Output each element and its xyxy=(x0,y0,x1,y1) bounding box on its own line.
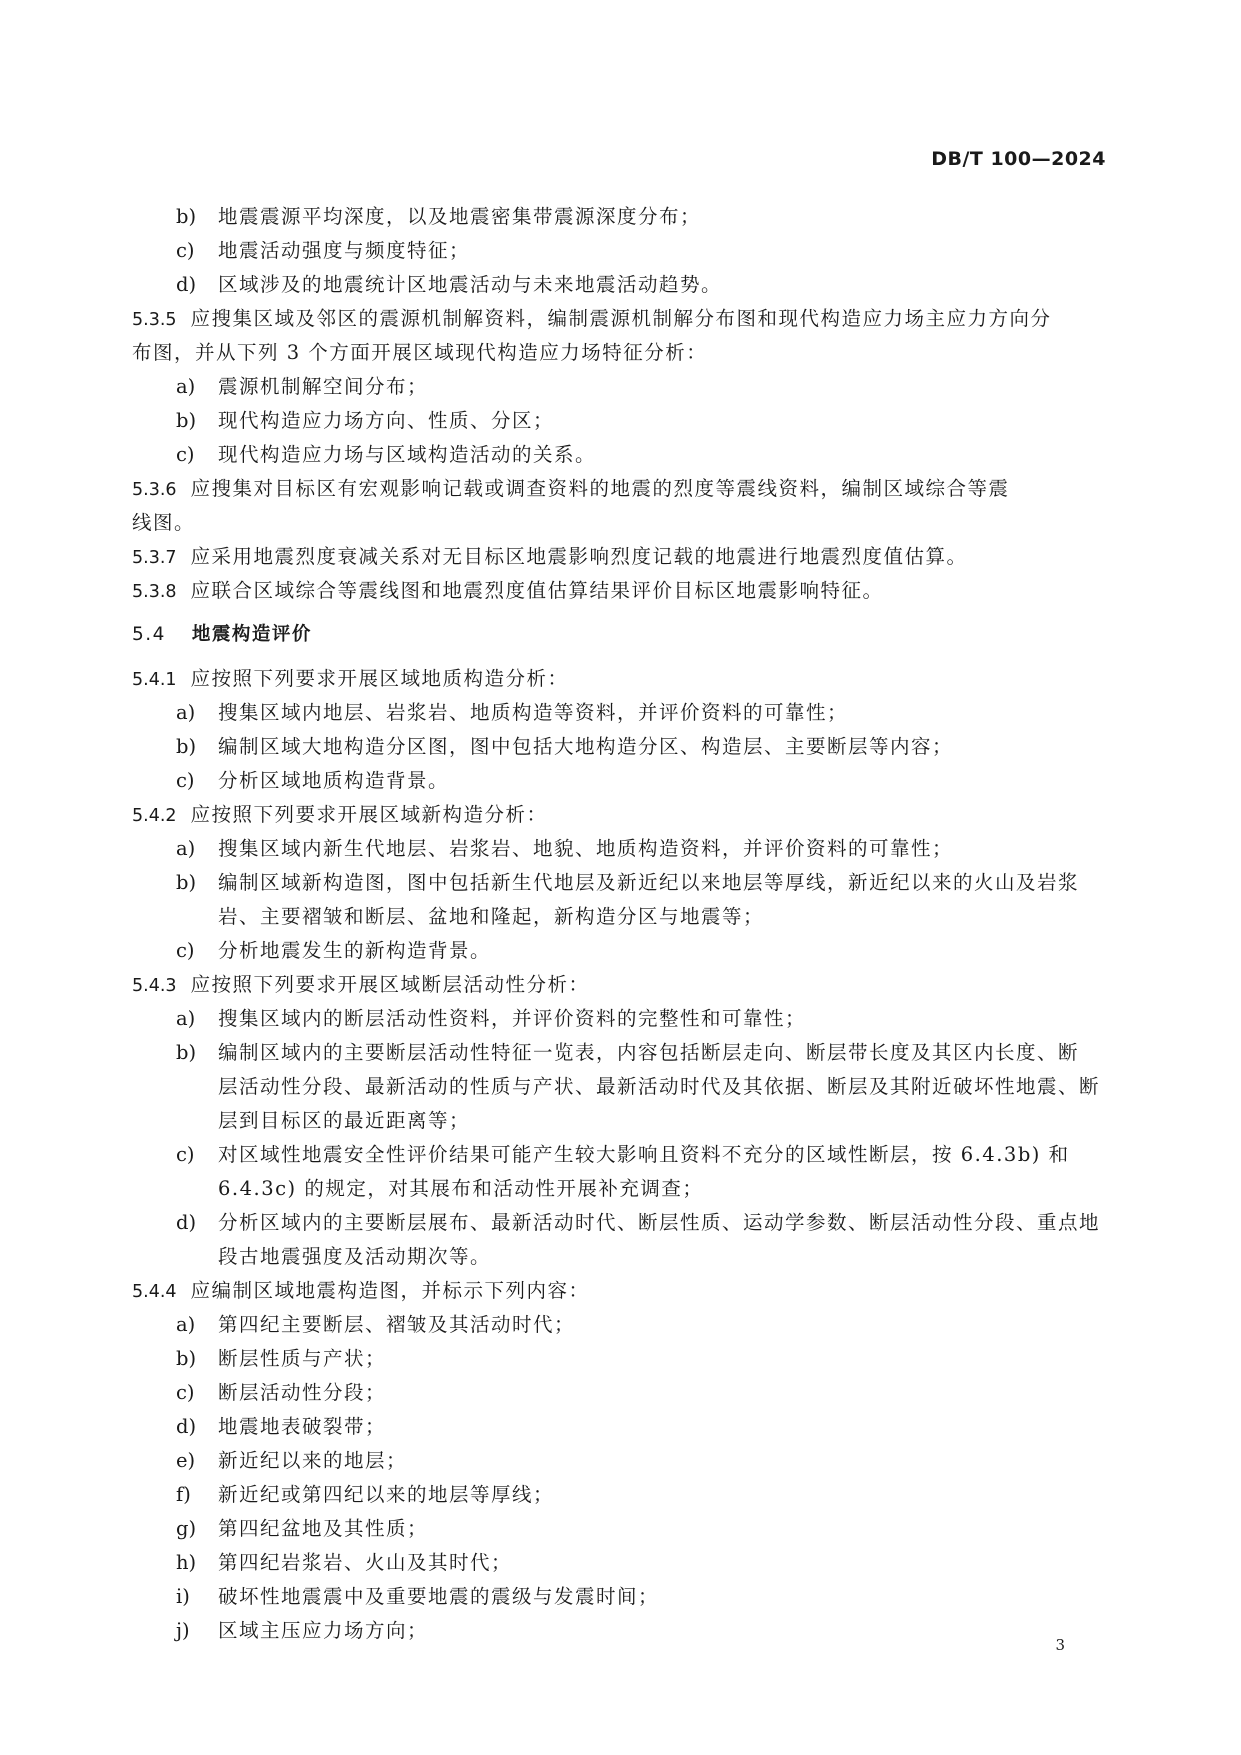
section-number: 5.4 xyxy=(132,624,166,645)
list-item xyxy=(132,764,1102,798)
list-item xyxy=(132,1172,1102,1206)
list-item xyxy=(132,900,1102,934)
list-marker: b) xyxy=(176,205,197,228)
clause-number: 5.3.6 xyxy=(132,480,177,500)
list-marker: d) xyxy=(176,1211,197,1234)
clause-line xyxy=(132,662,1102,696)
list-marker: i) xyxy=(176,1585,190,1608)
list-item xyxy=(132,1444,1102,1478)
list-item-text: 现代构造应力场方向、性质、分区； xyxy=(218,409,555,432)
clause-line xyxy=(132,574,1102,608)
clause-line xyxy=(132,1274,1102,1308)
list-item-text: 现代构造应力场与区域构造活动的关系。 xyxy=(218,443,597,466)
list-marker: c) xyxy=(176,939,195,962)
clause-number: 5.4.3 xyxy=(132,976,177,996)
list-item xyxy=(132,1410,1102,1444)
list-item xyxy=(132,1376,1102,1410)
list-item-text: 分析地震发生的新构造背景。 xyxy=(218,939,492,962)
list-item-text: 编制区域内的主要断层活动性特征一览表，内容包括断层走向、断层带长度及其区内长度、断 xyxy=(218,1041,1080,1064)
list-marker: f) xyxy=(176,1483,191,1506)
clause-text: 应按照下列要求开展区域新构造分析： xyxy=(190,803,548,826)
list-item-text: 对区域性地震安全性评价结果可能产生较大影响且资料不充分的区域性断层，按 6.4.3b) 和 xyxy=(218,1143,1070,1166)
clause-text: 应搜集区域及邻区的震源机制解资料，编制震源机制解分布图和现代构造应力场主应力方向分 xyxy=(190,307,1052,330)
list-marker: j) xyxy=(176,1619,190,1642)
list-marker: a) xyxy=(176,1007,196,1030)
list-item-text: 层到目标区的最近距离等； xyxy=(218,1109,471,1132)
list-marker: e) xyxy=(176,1449,196,1472)
list-item-text: 断层活动性分段； xyxy=(218,1381,387,1404)
list-item xyxy=(132,934,1102,968)
list-item-text: 新近纪以来的地层； xyxy=(218,1449,408,1472)
list-item xyxy=(132,696,1102,730)
list-marker: b) xyxy=(176,409,197,432)
list-item xyxy=(132,200,1102,234)
list-item-text: 编制区域大地构造分区图，图中包括大地构造分区、构造层、主要断层等内容； xyxy=(218,735,954,758)
list-item-text: 岩、主要褶皱和断层、盆地和隆起，新构造分区与地震等； xyxy=(218,905,765,928)
list-marker: c) xyxy=(176,443,195,466)
list-marker: a) xyxy=(176,375,196,398)
list-marker: b) xyxy=(176,735,197,758)
list-item-text: 段古地震强度及活动期次等。 xyxy=(218,1245,492,1268)
clause-number: 5.4.1 xyxy=(132,670,177,690)
page-number: 3 xyxy=(1055,1636,1065,1654)
list-item xyxy=(132,730,1102,764)
list-item xyxy=(132,1138,1102,1172)
list-item-text: 6.4.3c) 的规定，对其展布和活动性开展补充调查； xyxy=(218,1177,704,1200)
list-item xyxy=(132,1512,1102,1546)
list-item xyxy=(132,832,1102,866)
list-item xyxy=(132,866,1102,900)
clause-number: 5.3.8 xyxy=(132,582,177,602)
clause-number: 5.3.7 xyxy=(132,548,177,568)
list-item xyxy=(132,1478,1102,1512)
list-item xyxy=(132,268,1102,302)
list-marker: d) xyxy=(176,1415,197,1438)
list-item xyxy=(132,1206,1102,1240)
list-item xyxy=(132,1002,1102,1036)
list-item xyxy=(132,1580,1102,1614)
list-marker: g) xyxy=(176,1517,197,1540)
clause-text: 应采用地震烈度衰减关系对无目标区地震影响烈度记载的地震进行地震烈度值估算。 xyxy=(190,545,968,568)
list-item-text: 第四纪盆地及其性质； xyxy=(218,1517,429,1540)
section-heading xyxy=(132,618,1102,652)
list-item xyxy=(132,438,1102,472)
list-marker: c) xyxy=(176,1381,195,1404)
clause-number: 5.4.4 xyxy=(132,1282,177,1302)
list-marker: c) xyxy=(176,239,195,262)
list-marker: c) xyxy=(176,769,195,792)
list-item-text: 破坏性地震震中及重要地震的震级与发震时间； xyxy=(218,1585,660,1608)
list-item xyxy=(132,1240,1102,1274)
list-marker: a) xyxy=(176,1313,196,1336)
list-marker: d) xyxy=(176,273,197,296)
list-item-text: 地震震源平均深度，以及地震密集带震源深度分布； xyxy=(218,205,702,228)
list-item-text: 地震地表破裂带； xyxy=(218,1415,387,1438)
clause-text: 应联合区域综合等震线图和地震烈度值估算结果评价目标区地震影响特征。 xyxy=(190,579,884,602)
list-item-text: 分析区域地质构造背景。 xyxy=(218,769,450,792)
section-title: 地震构造评价 xyxy=(191,624,312,645)
list-item-text: 断层性质与产状； xyxy=(218,1347,387,1370)
list-item-text: 搜集区域内新生代地层、岩浆岩、地貌、地质构造资料，并评价资料的可靠性； xyxy=(218,837,954,860)
list-item xyxy=(132,1342,1102,1376)
list-marker: b) xyxy=(176,871,197,894)
list-item xyxy=(132,1614,1102,1648)
list-item-text: 层活动性分段、最新活动的性质与产状、最新活动时代及其依据、断层及其附近破坏性地震、断 xyxy=(218,1075,1101,1098)
clause-number: 5.4.2 xyxy=(132,806,177,826)
clause-text: 应按照下列要求开展区域地质构造分析： xyxy=(190,667,569,690)
list-marker: c) xyxy=(176,1143,195,1166)
list-item xyxy=(132,1308,1102,1342)
clause-line xyxy=(132,540,1102,574)
list-marker: b) xyxy=(176,1041,197,1064)
clause-line xyxy=(132,336,1102,370)
document-body xyxy=(132,200,1102,1648)
list-item xyxy=(132,1104,1102,1138)
list-item xyxy=(132,234,1102,268)
list-item-text: 搜集区域内地层、岩浆岩、地质构造等资料，并评价资料的可靠性； xyxy=(218,701,849,724)
clause-line xyxy=(132,798,1102,832)
clause-line xyxy=(132,302,1102,336)
clause-number: 5.3.5 xyxy=(132,310,177,330)
list-marker: a) xyxy=(176,837,196,860)
list-marker: h) xyxy=(176,1551,197,1574)
list-marker: a) xyxy=(176,701,196,724)
list-item-text: 震源机制解空间分布； xyxy=(218,375,429,398)
list-item-text: 编制区域新构造图，图中包括新生代地层及新近纪以来地层等厚线，新近纪以来的火山及岩浆 xyxy=(218,871,1080,894)
clause-line xyxy=(132,472,1102,506)
clause-line xyxy=(132,968,1102,1002)
list-item-text: 第四纪岩浆岩、火山及其时代； xyxy=(218,1551,513,1574)
standard-code: DB/T 100—2024 xyxy=(931,148,1106,170)
list-item xyxy=(132,370,1102,404)
list-item xyxy=(132,404,1102,438)
list-item-text: 分析区域内的主要断层展布、最新活动时代、断层性质、运动学参数、断层活动性分段、重点地 xyxy=(218,1211,1101,1234)
clause-text: 应编制区域地震构造图，并标示下列内容： xyxy=(190,1279,590,1302)
clause-line xyxy=(132,506,1102,540)
list-item-text: 搜集区域内的断层活动性资料，并评价资料的完整性和可靠性； xyxy=(218,1007,807,1030)
clause-text: 应按照下列要求开展区域断层活动性分析： xyxy=(190,973,590,996)
list-item-text: 新近纪或第四纪以来的地层等厚线； xyxy=(218,1483,555,1506)
list-item xyxy=(132,1036,1102,1070)
list-item-text: 区域涉及的地震统计区地震活动与未来地震活动趋势。 xyxy=(218,273,723,296)
list-item-text: 第四纪主要断层、褶皱及其活动时代； xyxy=(218,1313,576,1336)
list-item xyxy=(132,1546,1102,1580)
clause-text: 应搜集对目标区有宏观影响记载或调查资料的地震的烈度等震线资料，编制区域综合等震 xyxy=(190,477,1010,500)
list-item-text: 区域主压应力场方向； xyxy=(218,1619,429,1642)
clause-text: 线图。 xyxy=(132,511,196,534)
clause-text: 布图，并从下列 3 个方面开展区域现代构造应力场特征分析： xyxy=(132,341,708,364)
list-marker: b) xyxy=(176,1347,197,1370)
list-item-text: 地震活动强度与频度特征； xyxy=(218,239,471,262)
list-item xyxy=(132,1070,1102,1104)
